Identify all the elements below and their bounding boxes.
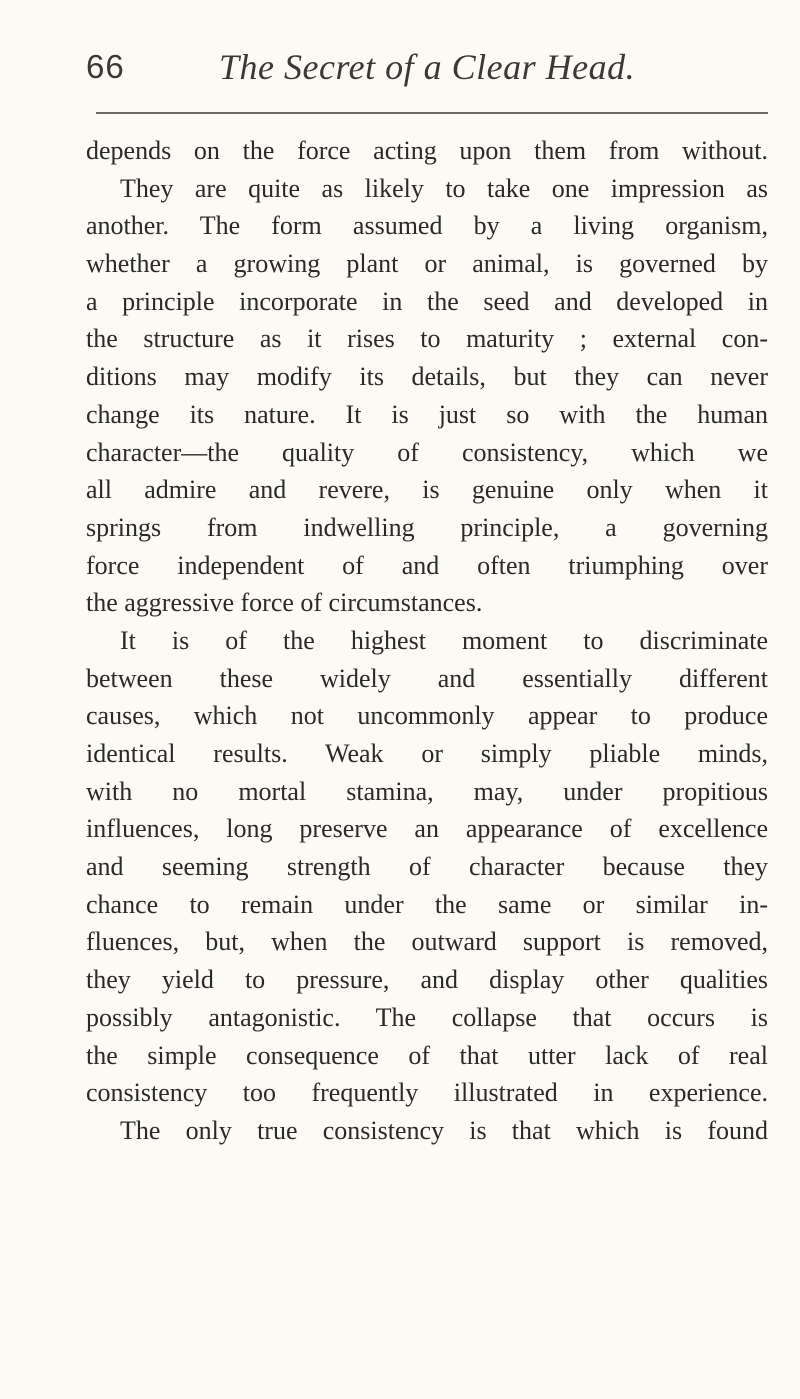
text-line: force independent of and often triumphing over [86, 550, 768, 580]
text-line: They are quite as likely to take one impression as [120, 173, 768, 203]
text-line: causes, which not uncommonly appear to produce [86, 701, 768, 731]
text-line: with no mortal stamina, may, under propitious [86, 776, 768, 806]
header-rule [96, 112, 768, 114]
page-number: 66 [86, 48, 125, 85]
text-line: ditions may modify its details, but they can never [86, 362, 768, 392]
text-line: springs from indwelling principle, a governing [86, 512, 768, 542]
running-head [86, 44, 766, 94]
text-line: a principle incorporate in the seed and developed in [86, 286, 768, 316]
text-line: the aggressive force of circumstances. [86, 588, 483, 618]
running-title: The Secret of a Clear Head. [219, 47, 636, 87]
text-line: fluences, but, when the outward support is removed, [86, 927, 768, 957]
text-line: possibly antagonistic. The collapse that occurs is [86, 1002, 768, 1032]
text-line: character—the quality of consistency, which we [86, 437, 768, 467]
text-line: depends on the force acting upon them from without. [86, 136, 768, 165]
body-text [86, 132, 768, 1150]
text-line: The only true consistency is that which is found [120, 1115, 768, 1145]
paragraph-start-line: It is of the highest moment to discriminate [120, 625, 768, 655]
text-line: change its nature. It is just so with the human [86, 399, 768, 429]
text-line: the structure as it rises to maturity ; external con- [86, 324, 768, 354]
text-line: and seeming strength of character because they [86, 852, 768, 882]
text-line: all admire and revere, is genuine only when it [86, 475, 768, 505]
text-line: identical results. Weak or simply pliable minds, [86, 739, 768, 768]
text-line: whether a growing plant or animal, is governed by [86, 249, 768, 279]
text-line: another. The form assumed by a living organism, [86, 211, 768, 241]
text-line: the simple consequence of that utter lack of real [86, 1040, 768, 1070]
text-line: they yield to pressure, and display other qualities [86, 965, 768, 995]
text-line: between these widely and essentially different [86, 663, 768, 693]
text-line: chance to remain under the same or similar in- [86, 889, 768, 919]
text-line: influences, long preserve an appearance of excellence [86, 814, 768, 844]
text-line: consistency too frequently illustrated in experience. [86, 1078, 768, 1108]
